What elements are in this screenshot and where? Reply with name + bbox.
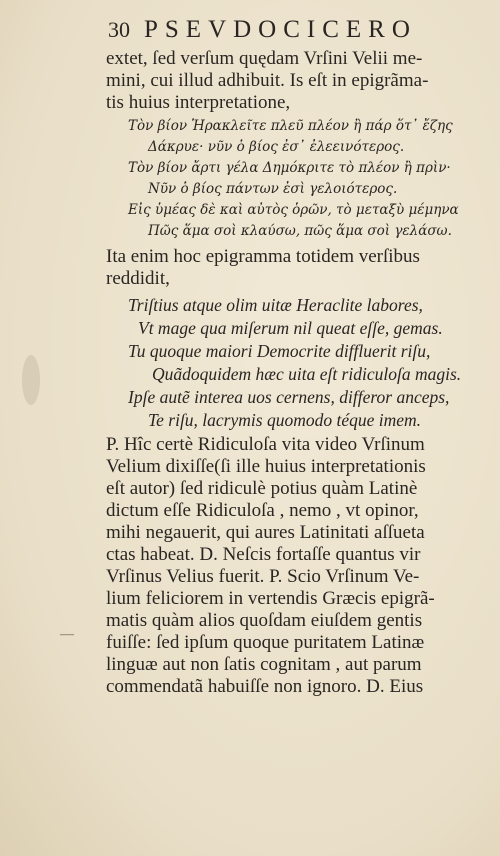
prose-line: reddidit,: [106, 268, 170, 289]
prose-line: P. Hîc certè Ridiculoſa vita video Vrſinum: [106, 434, 425, 455]
prose-line: Vrſinus Velius fuerit. P. Scio Vrſinum Ve-: [106, 566, 420, 587]
page-body: [106, 48, 491, 698]
latin-verse-line: Quãdoquidem hæc uita eſt ridiculoſa magis.: [152, 364, 462, 384]
prose-line: Velium dixiſſe(ſi ille huius interpretationis: [106, 456, 426, 477]
latin-verse-line: Te riſu, lacrymis quomodo téque imem.: [148, 410, 422, 430]
greek-verse-line: Εἰς ὑμέας δὲ καὶ αὐτὸς ὁρῶν, τὸ μεταξὺ μέμηνα: [128, 202, 459, 218]
running-title: PSEVDOCICERO: [144, 16, 417, 43]
latin-verse-line: Triſtius atque olim uitæ Heraclite labores,: [128, 295, 423, 315]
prose-line: lium feliciorem in vertendis Græcis epigrã-: [106, 588, 435, 609]
greek-verse-line: Τὸν βίον ἄρτι γέλα Δημόκριτε τὸ πλέον ἢ πρὶν·: [128, 160, 451, 176]
prose-line: tis huius interpretatione,: [106, 92, 291, 113]
page-header: [108, 16, 488, 46]
latin-verse-line: Vt mage qua miſerum nil queat eſſe, gemas.: [138, 318, 443, 338]
prose-line: ctas habeat. D. Neſcis fortaſſe quantus vir: [106, 544, 421, 565]
prose-line: mini, cui illud adhibuit. Is eſt in epigrãma-: [106, 70, 429, 91]
greek-verse-line: Νῦν ὁ βίος πάντων ἐσὶ γελοιότερος.: [148, 181, 398, 197]
prose-line: mihi negauerit, qui aures Latinitati aſſueta: [106, 522, 425, 543]
margin-mark: —: [60, 627, 74, 642]
prose-line: extet, ſed verſum quędam Vrſini Velii me-: [106, 48, 423, 69]
greek-verse-line: Πῶς ἅμα σοὶ κλαύσω, πῶς ἅμα σοὶ γελάσω.: [148, 223, 452, 239]
greek-verse-line: Τὸν βίον Ἡρακλεῖτε πλεῦ πλέον ἢ πάρ ὅτ᾽ ἔζης: [128, 118, 453, 134]
margin-stain: [22, 355, 40, 405]
latin-verse-line: Tu quoque maiori Democrite diffluerit riſu,: [128, 341, 431, 361]
page-number: 30: [108, 17, 130, 42]
prose-line: dictum eſſe Ridiculoſa , nemo , vt opinor,: [106, 500, 419, 521]
prose-line: commendatã habuiſſe non ignoro. D. Eius: [106, 676, 424, 697]
prose-line: fuiſſe: ſed ipſum quoque puritatem Latinæ: [106, 632, 425, 653]
prose-line: matis quàm alios quoſdam eiuſdem gentis: [106, 610, 423, 631]
latin-verse-line: Ipſe autẽ interea uos cernens, differor anceps,: [128, 387, 450, 407]
prose-line: Ita enim hoc epigramma totidem verſibus: [106, 246, 420, 267]
prose-line: eſt autor) ſed ridiculè potius quàm Latinè: [106, 478, 418, 499]
prose-line: linguæ aut non ſatis cognitam , aut parum: [106, 654, 422, 675]
greek-verse-line: Δάκρυε· νῦν ὁ βίος ἐσ᾽ ἐλεεινότερος.: [148, 139, 405, 155]
